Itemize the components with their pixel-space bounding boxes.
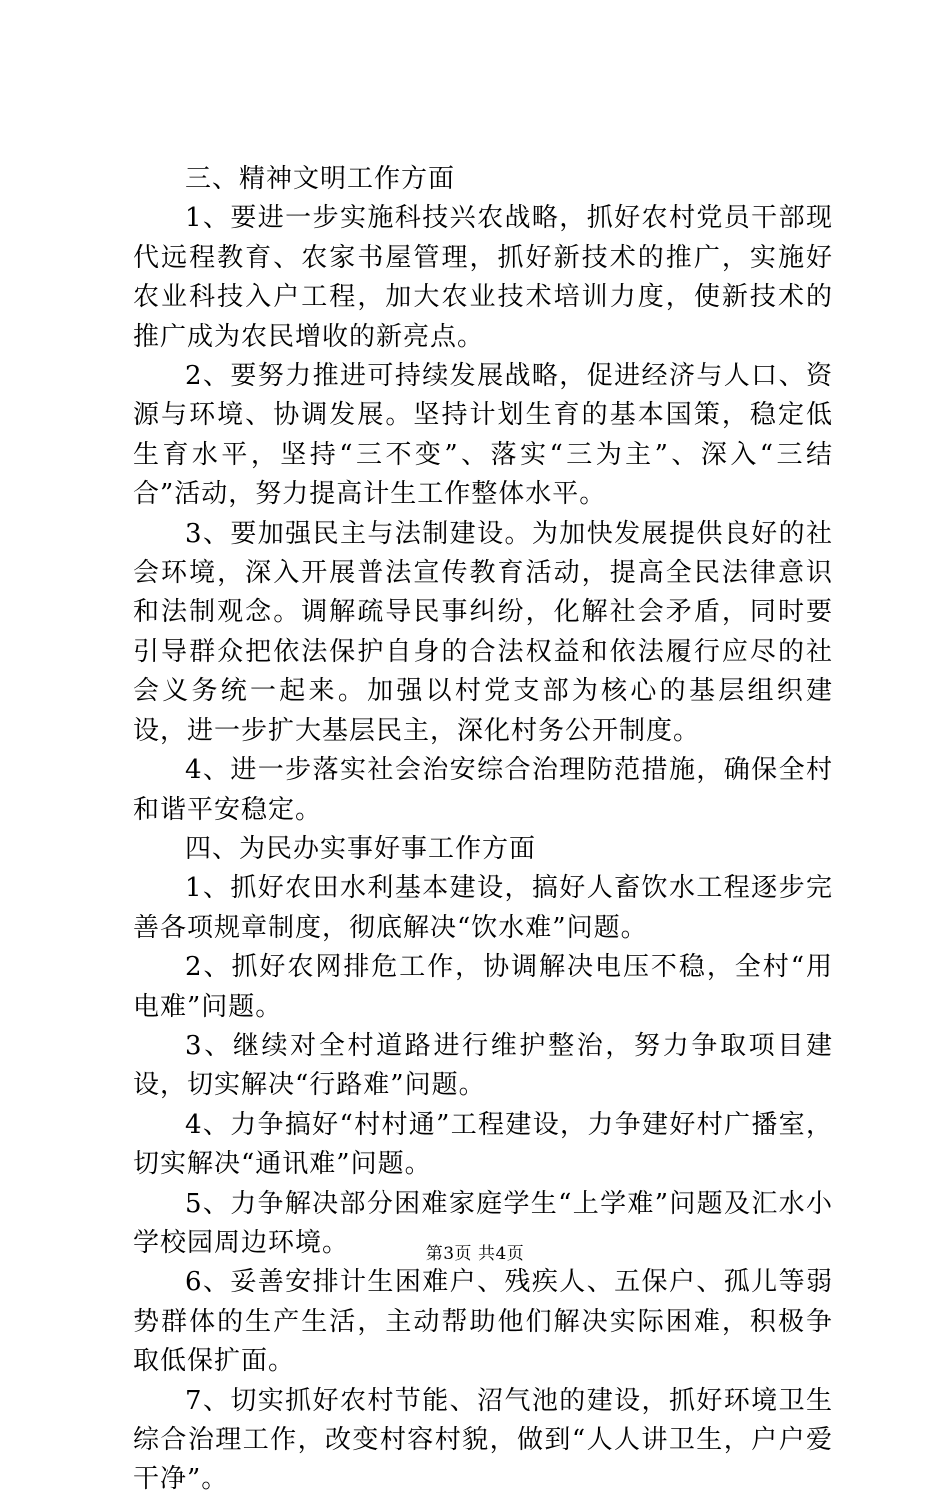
page-footer: 第3页 共4页 — [425, 1244, 525, 1264]
paragraph-technology-agriculture: 1、要进一步实施科技兴农战略，抓好农村党员干部现代远程教育、农家书屋管理，抓好新技术的推广，实施好农业科技入户工程，加大农业技术培训力度，使新技术的推广成为农民增收的新亮点。 — [133, 203, 833, 352]
paragraph-energy-sanitation: 7、切实抓好农村节能、沼气池的建设，抓好环境卫生综合治理工作，改变村容村貌，做到“人人讲卫生，户户爱干净”。 — [133, 1385, 833, 1495]
section-heading-spiritual-civilization: 三、精神文明工作方面 — [185, 164, 456, 194]
paragraph-schooling: 5、力争解决部分困难家庭学生“上学难”问题及汇水小学校园周边环境。 — [133, 1188, 833, 1258]
paragraph-public-security: 4、进一步落实社会治安综合治理防范措施，确保全村和谐平安稳定。 — [133, 755, 833, 825]
paragraph-communications: 4、力争搞好“村村通”工程建设，力争建好村广播室，切实解决“通讯难”问题。 — [133, 1109, 833, 1180]
paragraph-democracy-legal: 3、要加强民主与法制建设。为加快发展提供良好的社会环境，深入开展普法宣传教育活动，提高全民法律意识和法制观念。调解疏导民事纠纷，化解社会矛盾，同时要引导群众把依法保护自身的合法权益和依法履行应尽的社会义务统一起来。加强以村党支部为核心的基层组织建设，进一步扩大基层民主，深化村务公开制度。 — [133, 518, 833, 746]
section-heading-practical-matters: 四、为民办实事好事工作方面 — [185, 833, 537, 864]
paragraph-water-conservancy: 1、抓好农田水利基本建设，搞好人畜饮水工程逐步完善各项规章制度，彻底解决“饮水难”问题。 — [133, 873, 833, 943]
paragraph-roads: 3、继续对全村道路进行维护整治，努力争取项目建设，切实解决“行路难”问题。 — [133, 1030, 833, 1101]
paragraph-power-grid: 2、抓好农网排危工作，协调解决电压不稳，全村“用电难”问题。 — [133, 952, 833, 1022]
document-body — [133, 160, 833, 1500]
paragraph-vulnerable-groups: 6、妥善安排计生困难户、残疾人、五保户、孤儿等弱势群体的生产生活，主动帮助他们解决实际困难，积极争取低保扩面。 — [133, 1267, 833, 1377]
paragraph-sustainable-development: 2、要努力推进可持续发展战略，促进经济与人口、资源与环境、协调发展。坚持计划生育的基本国策，稳定低生育水平，坚持“三不变”、落实“三为主”、深入“三结合”活动，努力提高计生工作整体水平。 — [133, 361, 833, 510]
